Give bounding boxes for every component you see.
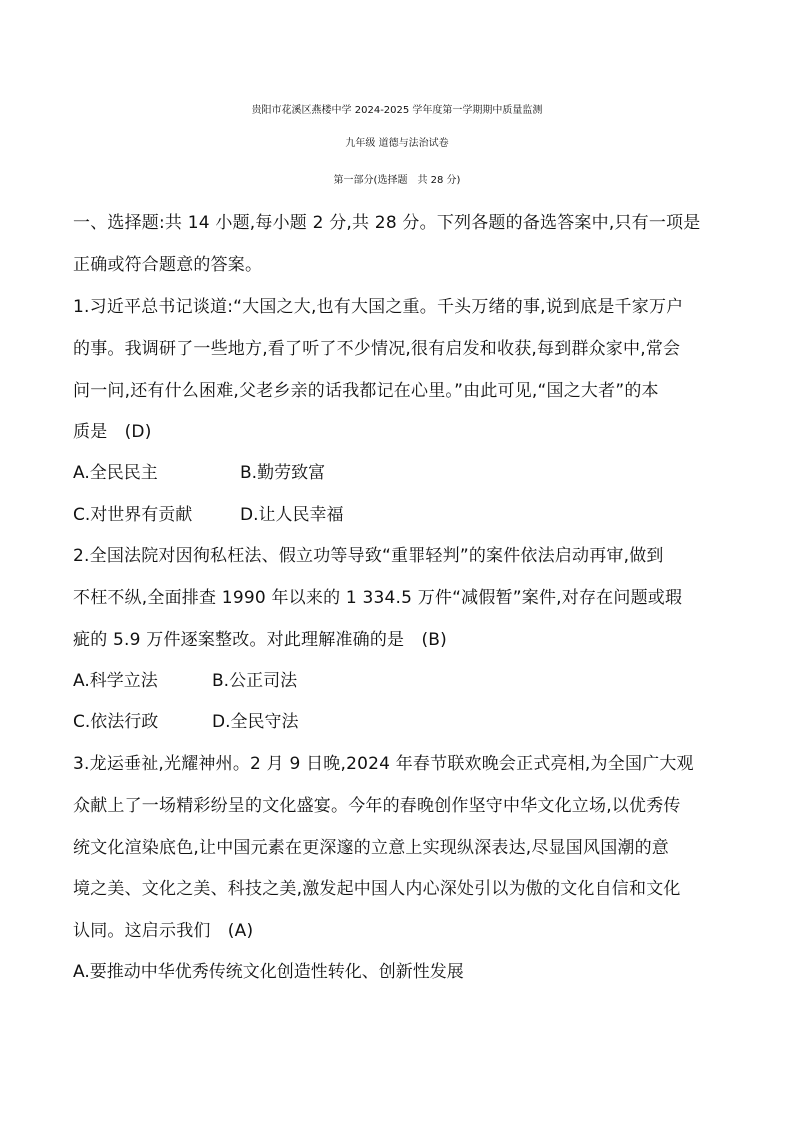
part-title: 第一部分(选择题 共 28 分) bbox=[333, 175, 461, 186]
q1-stem-line-2: 的事。我调研了一些地方,看了听了不少情况,很有启发和收获,每到群众家中,常会 bbox=[73, 339, 681, 359]
q2-stem-line-3: 疵的 5.9 万件逐案整改。对此理解准确的是 (B) bbox=[73, 630, 447, 650]
q2-option-d: D.全民守法 bbox=[212, 712, 299, 732]
exam-subject-title: 九年级 道德与法治试卷 bbox=[345, 138, 449, 149]
q3-stem-line-5: 认同。这启示我们 (A) bbox=[73, 921, 254, 941]
q3-option-a: A.要推动中华优秀传统文化创造性转化、创新性发展 bbox=[73, 962, 464, 982]
q3-stem-line-3: 统文化渲染底色,让中国元素在更深邃的立意上实现纵深表达,尽显国风国潮的意 bbox=[73, 838, 670, 858]
q3-stem-line-2: 众献上了一场精彩纷呈的文化盛宴。今年的春晚创作坚守中华文化立场,以优秀传 bbox=[73, 796, 681, 816]
q2-option-c: C.依法行政 bbox=[73, 712, 159, 732]
q1-option-b: B.勤劳致富 bbox=[240, 463, 326, 483]
q2-option-b: B.公正司法 bbox=[212, 671, 298, 691]
q1-option-d: D.让人民幸福 bbox=[240, 505, 344, 525]
q1-option-c: C.对世界有贡献 bbox=[73, 505, 193, 525]
q3-stem-line-1: 3.龙运垂祉,光耀神州。2 月 9 日晚,2024 年春节联欢晚会正式亮相,为全国广大观 bbox=[73, 754, 694, 774]
q1-stem-line-1: 1.习近平总书记谈道:“大国之大,也有大国之重。千头万绪的事,说到底是千家万户 bbox=[73, 297, 684, 317]
instructions-line-1: 一、选择题:共 14 小题,每小题 2 分,共 28 分。下列各题的备选答案中,只有一项是 bbox=[73, 213, 701, 233]
q1-stem-line-3: 问一问,还有什么困难,父老乡亲的话我都记在心里。”由此可见,“国之大者”的本 bbox=[73, 381, 659, 401]
instructions-line-2: 正确或符合题意的答案。 bbox=[73, 255, 263, 275]
q2-option-a: A.科学立法 bbox=[73, 671, 158, 691]
q2-stem-line-2: 不枉不纵,全面排查 1990 年以来的 1 334.5 万件“减假暂”案件,对存在问题或瑕 bbox=[73, 588, 683, 608]
school-exam-title: 贵阳市花溪区燕楼中学 2024-2025 学年度第一学期期中质量监测 bbox=[251, 105, 543, 116]
q2-stem-line-1: 2.全国法院对因徇私枉法、假立功等导致“重罪轻判”的案件依法启动再审,做到 bbox=[73, 546, 664, 566]
q3-stem-line-4: 境之美、文化之美、科技之美,激发起中国人内心深处引以为傲的文化自信和文化 bbox=[73, 879, 681, 899]
q1-stem-line-4: 质是 (D) bbox=[73, 422, 152, 442]
q1-option-a: A.全民民主 bbox=[73, 463, 158, 483]
